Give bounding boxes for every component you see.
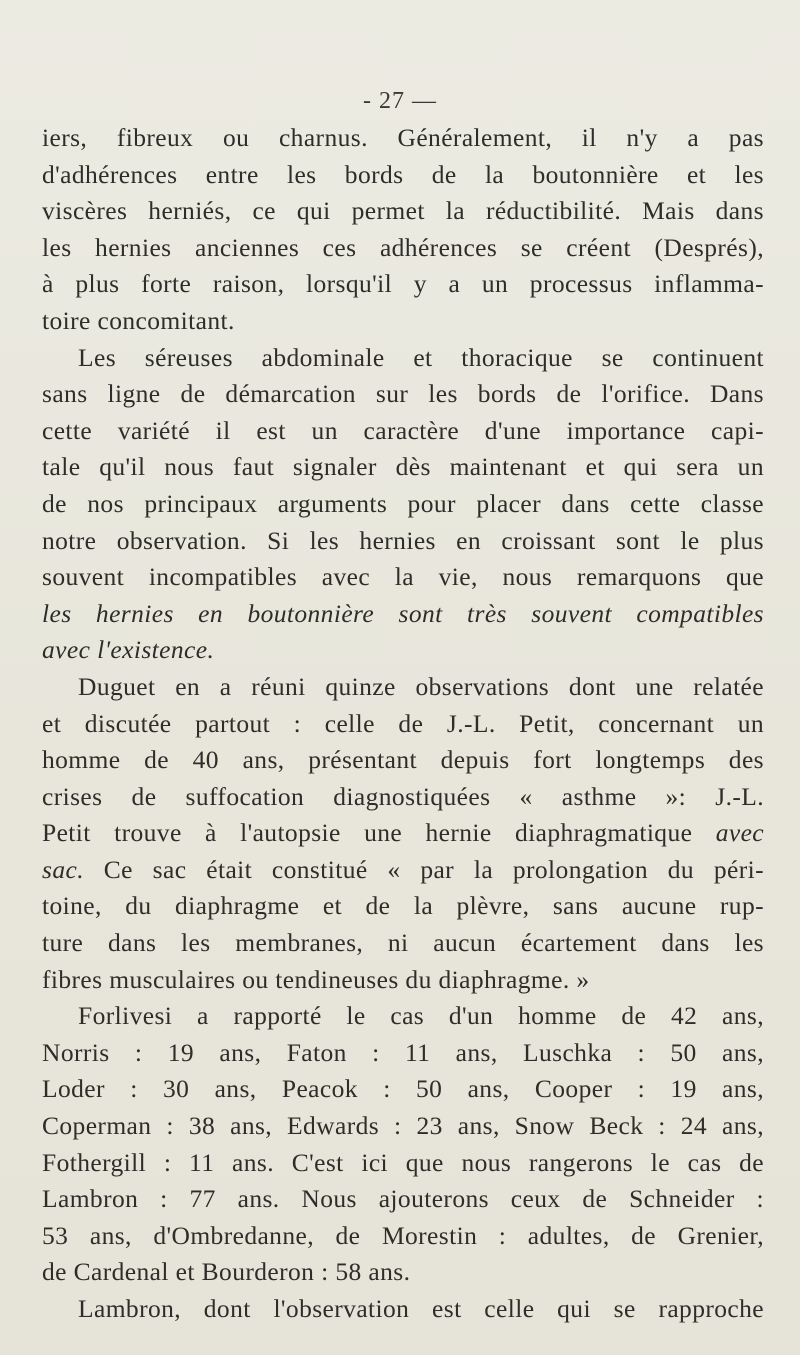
text-line [42,669,764,706]
text-line [42,449,764,486]
italic-text: sac. [42,854,84,884]
line-text: 53 ans, d'Ombredanne, de Morestin : adultes, de Grenier, [42,1220,764,1250]
text-line [42,1291,764,1328]
line-text: fibres musculaires ou tendineuses du diaphragme. » [42,964,590,994]
line-text: cette variété il est un caractère d'une importance capi- [42,415,764,445]
line-text: de nos principaux arguments pour placer dans cette classe [42,488,764,518]
text-line [42,852,764,889]
text-line [42,376,764,413]
text-line [42,1254,764,1291]
line-text: Forlivesi a rapporté le cas d'un homme de 42 ans, [78,1001,764,1031]
line-text: tale qu'il nous faut signaler dès maintenant et qui sera un [42,452,764,482]
text-line [42,413,764,450]
line-text: sans ligne de démarcation sur les bords de l'orifice. Dans [42,379,764,409]
line-text: Duguet en a réuni quinze observations dont une relatée [78,671,764,701]
text-line [42,779,764,816]
line-text: viscères herniés, ce qui permet la réductibilité. Mais dans [42,196,764,226]
line-text: les hernies anciennes ces adhérences se créent (Després), [42,232,764,262]
text-line [42,962,764,999]
line-text: Loder : 30 ans, Peacok : 50 ans, Cooper : 19 ans, [42,1074,764,1104]
text-line [42,1108,764,1145]
line-text: iers, fibreux ou charnus. Généralement, il n'y a pas [42,123,764,152]
text-line [42,340,764,377]
text-line [42,706,764,743]
line-text: Norris : 19 ans, Faton : 11 ans, Luschka : 50 ans, [42,1037,764,1067]
text-line [42,120,764,157]
line-text: Lambron : 77 ans. Nous ajouterons ceux de Schneider : [42,1184,764,1214]
line-text: Fothergill : 11 ans. C'est ici que nous rangerons le cas de [42,1147,764,1177]
line-text: toine, du diaphragme et de la plèvre, sans aucune rup- [42,891,764,921]
text-line [42,888,764,925]
text-line [42,815,764,852]
line-text: et discutée partout : celle de J.-L. Petit, concernant un [42,708,764,738]
line-text: toire concomitant. [42,305,235,335]
line-text: Petit trouve à l'autopsie une hernie diaphragmatique [42,818,693,848]
line-text: souvent incompatibles avec la vie, nous remarquons que [42,562,764,592]
body-text [42,120,764,1328]
text-line [42,742,764,779]
italic-text: avec [715,818,765,848]
line-text: notre observation. Si les hernies en croissant sont le plus [42,525,764,555]
italic-text: avec l'existence. [42,635,215,665]
line-text: crises de suffocation diagnostiquées « asthme »: J.-L. [42,781,764,811]
text-line [42,1218,764,1255]
text-line [42,632,764,669]
line-text: à plus forte raison, lorsqu'il y a un processus inflamma- [42,269,764,299]
text-line [42,523,764,560]
line-text: Ce sac était constitué « par la prolongation du péri- [103,854,764,884]
text-line [42,486,764,523]
page-number: - 27 — [363,88,437,114]
text-line [42,303,764,340]
line-text: Les séreuses abdominale et thoracique se continuent [78,342,764,372]
line-text: ture dans les membranes, ni aucun écartement dans les [42,928,764,958]
text-line [42,1071,764,1108]
line-text: d'adhérences entre les bords de la boutonnière et les [42,159,764,189]
line-text: homme de 40 ans, présentant depuis fort longtemps des [42,745,764,775]
text-line [42,1035,764,1072]
text-line [42,157,764,194]
line-text: Lambron, dont l'observation est celle qui se rapproche [78,1294,764,1323]
text-line [42,596,764,633]
text-line [42,1181,764,1218]
line-text: de Cardenal et Bourderon : 58 ans. [42,1257,411,1287]
text-line [42,559,764,596]
text-line [42,193,764,230]
text-line [42,230,764,267]
text-line [42,266,764,303]
line-text: Coperman : 38 ans, Edwards : 23 ans, Snow Beck : 24 ans, [42,1111,764,1141]
text-line [42,1145,764,1182]
text-line [42,998,764,1035]
italic-text: les hernies en boutonnière sont très souvent compatibles [42,598,764,628]
text-line [42,925,764,962]
